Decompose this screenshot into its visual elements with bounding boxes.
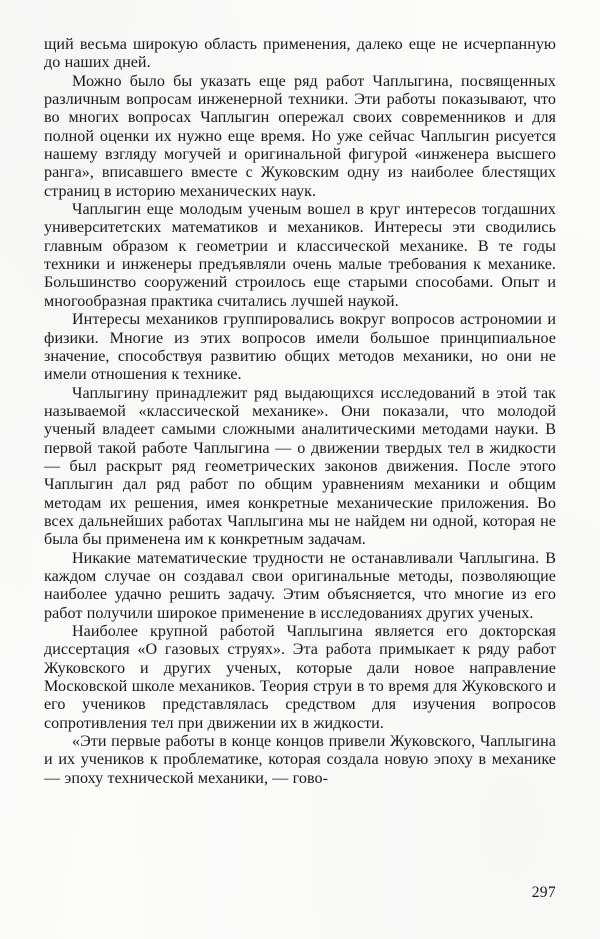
- paragraph: Интересы механиков группировались вокруг вопросов астрономии и физики. Многие из этих вопросов имели большое принципиальное значение, способствуя развитию общих методов механики, но они не имели отношения к технике.: [44, 311, 556, 384]
- paragraph: Никакие математические трудности не останавливали Чаплыгина. В каждом случае он создавал свои оригинальные методы, позволяющие наиболее удачно решить задачу. Этим объясняется, что многие из его работ получили широкое применение в исследованиях других ученых.: [44, 549, 556, 622]
- page-text-body: [44, 36, 556, 788]
- paragraph: Можно было бы указать еще ряд работ Чаплыгина, посвященных различным вопросам инженерной техники. Эти работы показывают, что во многих вопросах Чаплыгин опережал своих современников и для полной оценки их нужно еще время. Но уже сейчас Чаплыгин рисуется нашему взгляду могучей и оригинальной фигурой «инженера высшего ранга», вписавшего вместе с Жуковским одну из наиболее блестящих страниц в историю механических наук.: [44, 72, 556, 200]
- paragraph: «Эти первые работы в конце концов привели Жуковского, Чаплыгина и их учеников к проблематике, которая создала новую эпоху в механике — эпоху технической механики, — гово-: [44, 733, 556, 787]
- paragraph: Чаплыгину принадлежит ряд выдающихся исследований в этой так называемой «классической механике». Они показали, что молодой ученый владеет самыми сложными аналитическими методами науки. В первой такой работе Чаплыгина — о движении твердых тел в жидкости — был раскрыт ряд геометрических законов движения. После этого Чаплыгин дал ряд работ по общим уравнениям механики и общим методам их решения, имея конкретные механические приложения. Во всех дальнейших работах Чаплыгина мы не найдем ни одной, которая не была бы применена им к конкретным задачам.: [44, 384, 556, 549]
- page-number: 297: [531, 884, 556, 901]
- paragraph: щий весьма широкую область применения, далеко еще не исчерпанную до наших дней.: [44, 36, 556, 72]
- paragraph: Наиболее крупной работой Чаплыгина является его докторская диссертация «О газовых струях». Эта работа примыкает к ряду работ Жуковского и других ученых, которые дали новое направление Московской школе механиков. Теория струи в то время для Жуковского и его учеников представлялась средством для изучения вопросов сопротивления тел при движении их в жидкости.: [44, 623, 556, 732]
- paragraph: Чаплыгин еще молодым ученым вошел в круг интересов тогдашних университетских математиков и механиков. Интересы эти сводились главным образом к геометрии и классической механике. В те годы техники и инженеры предъявляли очень малые требования к механике. Большинство сооружений строилось еще старыми способами. Опыт и многообразная практика считались лучшей наукой.: [44, 201, 556, 310]
